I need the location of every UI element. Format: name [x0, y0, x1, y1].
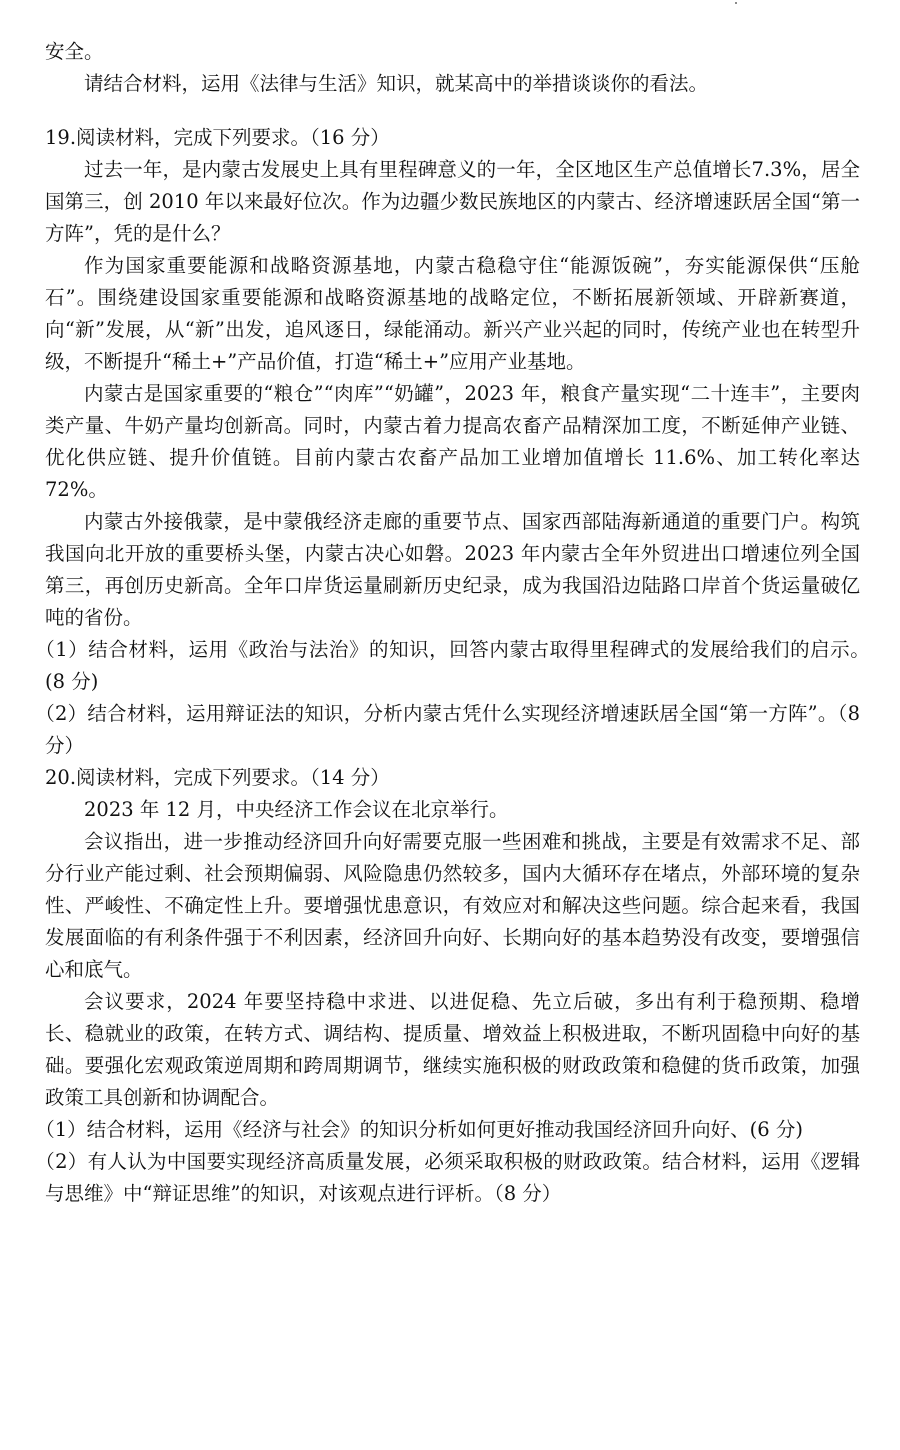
question-19-title: 19.阅读材料，完成下列要求。（16 分）	[45, 126, 390, 149]
q19-paragraph-1: 过去一年，是内蒙古发展史上具有里程碑意义的一年，全区地区生产总值增长7.3%，居全国第三，创 2010 年以来最好位次。作为边疆少数民族地区的内蒙古、经济增速跃居全国“第一方阵”，凭的是什么？	[45, 158, 860, 245]
q20-paragraph-3: 会议要求，2024 年要坚持稳中求进、以进促稳、先立后破，多出有利于稳预期、稳增长、稳就业的政策，在转方式、调结构、提质量、增效益上积极进取，不断巩固稳中向好的基础。要强化宏观政策逆周期和跨周期调节，继续实施积极的财政政策和稳健的货币政策，加强政策工具创新和协调配合。	[45, 990, 860, 1109]
intro-line-1: 安全。	[45, 40, 104, 63]
q19-subquestion-2: （2）结合材料，运用辩证法的知识，分析内蒙古凭什么实现经济增速跃居全国“第一方阵”。（8 分）	[35, 702, 860, 757]
question-20-title: 20.阅读材料，完成下列要求。（14 分）	[45, 766, 390, 789]
page-content	[35, 36, 880, 1210]
q20-paragraph-1: 2023 年 12 月，中央经济工作会议在北京举行。	[84, 798, 509, 821]
q20-paragraph-2: 会议指出，进一步推动经济回升向好需要克服一些困难和挑战，主要是有效需求不足、部分行业产能过剩、社会预期偏弱、风险隐患仍然较多，国内大循环存在堵点，外部环境的复杂性、严峻性、不确定性上升。要增强忧患意识，有效应对和解决这些问题。综合起来看，我国发展面临的有利条件强于不利因素，经济回升向好、长期向好的基本趋势没有改变，要增强信心和底气。	[45, 830, 860, 981]
q19-paragraph-4: 内蒙古外接俄蒙，是中蒙俄经济走廊的重要节点、国家西部陆海新通道的重要门户。构筑我国向北开放的重要桥头堡，内蒙古决心如磐。2023 年内蒙古全年外贸进出口增速位列全国第三，再创历史新高。全年口岸货运量刷新历史纪录，成为我国沿边陆路口岸首个货运量破亿吨的省份。	[45, 510, 860, 629]
q19-paragraph-3: 内蒙古是国家重要的“粮仓”“肉库”“奶罐”，2023 年，粮食产量实现“二十连丰”，主要肉类产量、牛奶产量均创新高。同时，内蒙古着力提高农畜产品精深加工度，不断延伸产业链、优化供应链、提升价值链。目前内蒙古农畜产品加工业增加值增长 11.6%、加工转化率达 72%。	[45, 382, 860, 501]
scan-mark	[735, 2, 737, 4]
q20-subquestion-2: （2）有人认为中国要实现经济高质量发展，必须采取积极的财政政策。结合材料，运用《逻辑与思维》中“辩证思维”的知识，对该观点进行评析。（8 分）	[35, 1150, 860, 1205]
q19-subquestion-1: （1）结合材料，运用《政治与法治》的知识，回答内蒙古取得里程碑式的发展给我们的启示。 (8 分)	[35, 638, 880, 693]
q20-subquestion-1: （1）结合材料，运用《经济与社会》的知识分析如何更好推动我国经济回升向好、(6 分)	[35, 1118, 803, 1141]
q19-paragraph-2: 作为国家重要能源和战略资源基地，内蒙古稳稳守住“能源饭碗”，夯实能源保供“压舱石”。围绕建设国家重要能源和战略资源基地的战略定位，不断拓展新领域、开辟新赛道，向“新”发展，从“新”出发，追风逐日，绿能涌动。新兴产业兴起的同时，传统产业也在转型升级，不断提升“稀土+”产品价值，打造“稀土+”应用产业基地。	[45, 254, 860, 373]
intro-instruction: 请结合材料，运用《法律与生活》知识，就某高中的举措谈谈你的看法。	[84, 72, 709, 95]
